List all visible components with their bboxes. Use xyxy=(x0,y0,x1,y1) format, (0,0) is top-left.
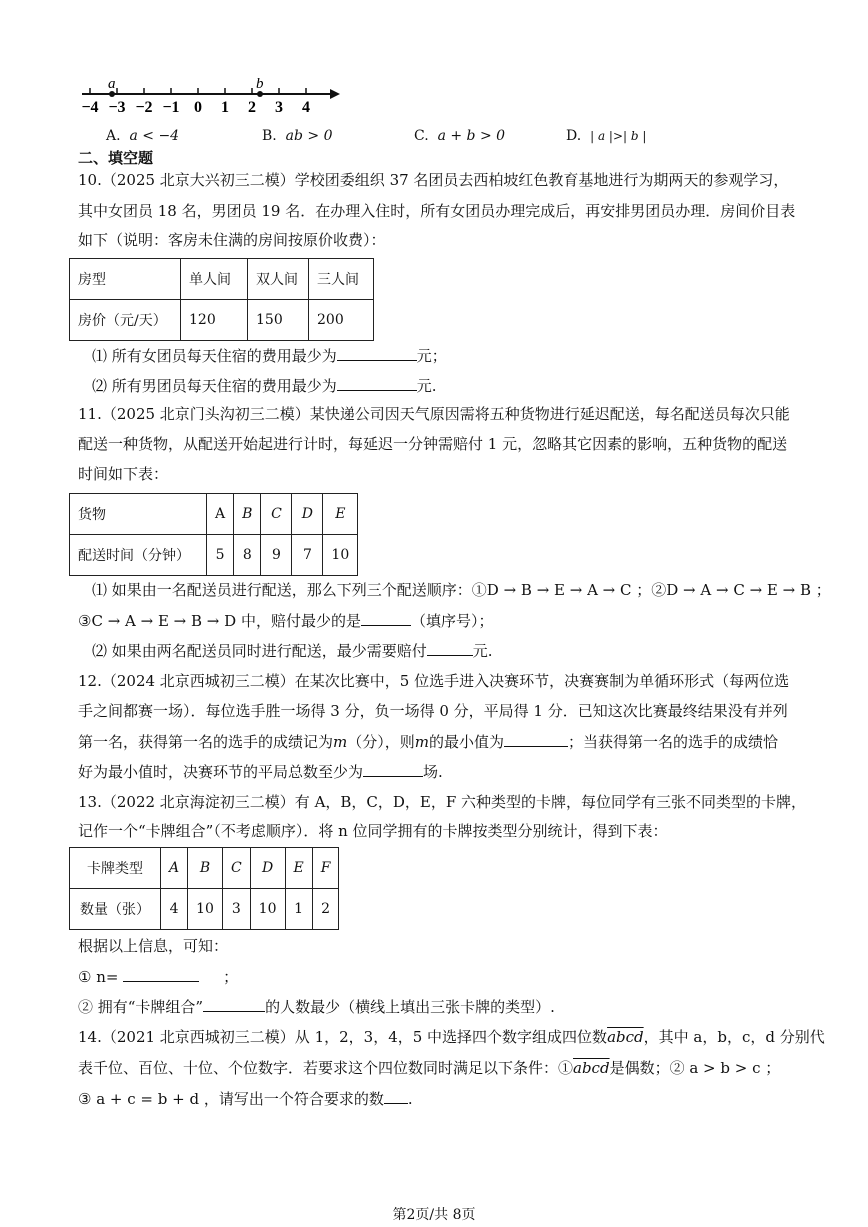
number-line-tick-label: 1 xyxy=(221,99,229,116)
section-title: 二、填空题 xyxy=(78,149,154,167)
table-row: 配送时间（分钟） 5 8 9 7 10 xyxy=(70,535,358,576)
point-b-label: b xyxy=(256,76,264,92)
q12-line4: 好为最小值时，决赛环节的平局总数至少为 场. xyxy=(78,763,443,781)
q10-line2: 其中女团员 18 名，男团员 19 名．在办理入住时，所有女团员办理完成后，再安排男团员办理．房间价目表 xyxy=(78,202,796,220)
q10-line1: 10.（2025 北京大兴初三二模）学校团委组织 37 名团员去西柏坡红色教育基地进行为期两天的参观学习， xyxy=(78,171,789,189)
page-footer: 第2页/共 8页 xyxy=(392,1207,476,1223)
table-row: 房型 单人间 双人间 三人间 xyxy=(70,259,374,300)
number-line-tick-label: 0 xyxy=(194,99,202,116)
number-line-tick-label: −3 xyxy=(108,99,126,116)
number-line xyxy=(78,76,348,116)
table-row: 货物 A B C D E xyxy=(70,494,358,535)
q9-option-a: A. a < −4 xyxy=(106,128,180,144)
q10-line3: 如下（说明：客房未住满的房间按原价收费）： xyxy=(78,231,386,249)
table-row: 数量（张） 4 10 3 10 1 2 xyxy=(70,889,339,930)
q13-line1: 13.（2022 北京海淀初三二模）有 A，B，C，D，E，F 六种类型的卡牌，每位同学有三张不同类型的卡牌， xyxy=(78,793,807,811)
q12-line2: 手之间都赛一场）．每位选手胜一场得 3 分，负一场得 0 分，平局得 1 分．已知这次比赛最终结果没有并列 xyxy=(78,702,788,720)
q9-option-b: B. ab > 0 xyxy=(262,128,333,144)
q9-option-c: C. a + b > 0 xyxy=(414,128,506,144)
q11-line2: 配送一种货物，从配送开始起进行计时，每延迟一分钟需赔付 1 元，忽略其它因素的影响，五种货物的配送 xyxy=(78,435,788,453)
q13-card-table xyxy=(69,847,339,930)
number-line-tick-label: 4 xyxy=(302,99,310,116)
q10-sub1: ⑴ 所有女团员每天住宿的费用最少为 元； xyxy=(92,347,447,365)
q12-line3: 第一名，获得第一名的选手的成绩记为m（分），则m的最小值为 ；当获得第一名的选手的成绩恰 xyxy=(78,733,779,751)
q13-line3: 根据以上信息，可知： xyxy=(78,937,229,955)
q13-sub2: ② 拥有“卡牌组合” 的人数最少（横线上填出三张卡牌的类型）. xyxy=(78,998,555,1016)
q11-line3: 时间如下表： xyxy=(78,465,169,483)
q11-sub2: ⑵ 如果由两名配送员同时进行配送，最少需要赔付 元. xyxy=(92,642,493,660)
q13-sub1: ① n= ； xyxy=(78,968,239,986)
number-line-tick-label: −1 xyxy=(162,99,180,116)
q10-sub2: ⑵ 所有男团员每天住宿的费用最少为 元. xyxy=(92,377,437,395)
q11-line1: 11.（2025 北京门头沟初三二模）某快递公司因天气原因需将五种货物进行延迟配送，每名配送员每次只能 xyxy=(78,405,790,423)
point-a-label: a xyxy=(108,76,116,92)
q14-line3: ③ a + c = b + d ，请写出一个符合要求的数 . xyxy=(78,1090,413,1108)
q9-option-d: D. | a |>| b | xyxy=(566,128,647,144)
number-line-tick-label: 3 xyxy=(275,99,283,116)
table-row: 房价（元/天） 120 150 200 xyxy=(70,300,374,341)
q11-delivery-table xyxy=(69,493,358,576)
q11-sub1-b: ③C → A → E → B → D 中，赔付最少的是 （填序号）； xyxy=(78,612,494,630)
number-line-tick-label: 2 xyxy=(248,99,256,116)
number-line-tick-label: −4 xyxy=(81,99,99,116)
q12-line1: 12.（2024 北京西城初三二模）在某次比赛中，5 位选手进入决赛环节，决赛赛制为单循环形式（每两位选 xyxy=(78,672,790,690)
q14-line2: 表千位、百位、十位、个位数字．若要求这个四位数同时满足以下条件：①abcd是偶数；② a > b > c ； xyxy=(78,1059,781,1077)
table-row: 卡牌类型 A B C D E F xyxy=(70,848,339,889)
q10-price-table xyxy=(69,258,374,341)
q11-sub1-a: ⑴ 如果由一名配送员进行配送，那么下列三个配送顺序：①D → B → E → A → C ；②D → A → C → E → B ； xyxy=(92,581,831,599)
number-line-tick-label: −2 xyxy=(135,99,153,116)
q14-line1: 14.（2021 北京西城初三二模）从 1，2，3，4，5 中选择四个数字组成四位数abcd，其中 a，b，c，d 分别代 xyxy=(78,1028,825,1046)
q13-line2: 记作一个“卡牌组合”（不考虑顺序）．将 n 位同学拥有的卡牌按类型分别统计，得到下表： xyxy=(78,822,668,840)
